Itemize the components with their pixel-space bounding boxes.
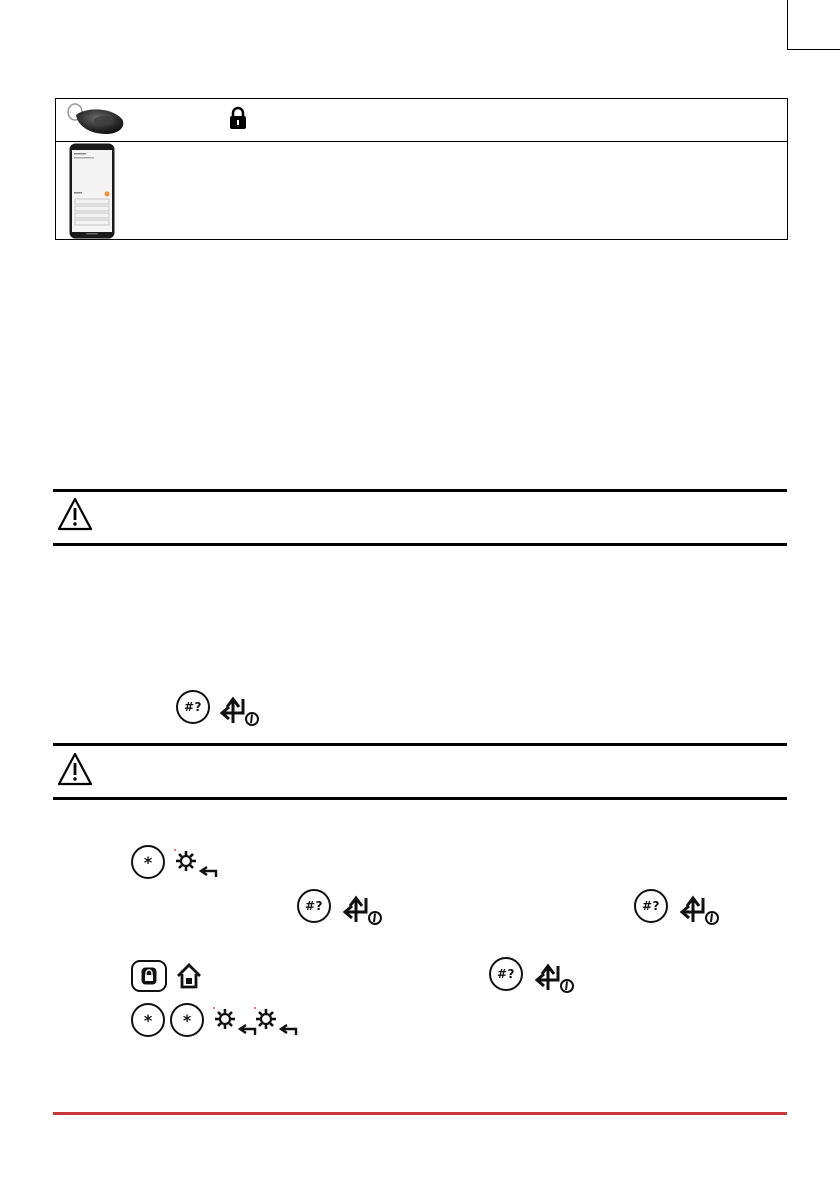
warning-rule-bottom-2 [53,797,787,800]
star-key-icon: * [131,845,165,879]
hash-question-key-icon-2: #? [297,889,331,923]
enter-arrows-icon [218,693,260,732]
footer-rule [53,1112,787,1115]
hash-question-key-icon: #? [176,690,210,724]
away-lock-key-icon [131,960,167,992]
hash-question-key-icon-3: #? [634,889,668,923]
warning-rule-top [53,489,787,492]
star-key-icon-3: * [170,1003,204,1037]
enter-arrows-icon-3 [678,892,720,931]
star-key-icon-2: * [131,1003,165,1037]
warning-rule-top-2 [53,743,787,746]
hash-question-key-icon-4: #? [489,957,523,991]
warning-triangle-icon [57,497,93,536]
gear-return-icon-3 [252,1005,298,1044]
gear-return-icon [172,847,218,886]
table-row-divider [56,141,787,142]
keyfob-icon [66,101,128,142]
enter-arrows-icon-2 [341,892,383,931]
device-table [55,98,788,240]
gear-return-icon-2 [211,1005,257,1044]
crop-mark-vertical [787,0,788,50]
warning-rule-bottom [53,543,787,546]
home-icon [175,962,203,995]
warning-triangle-icon-2 [57,752,93,791]
crop-mark-horizontal [787,49,840,50]
enter-arrows-icon-4 [533,960,575,999]
padlock-icon [228,106,248,135]
smartphone-app-icon [69,143,115,244]
